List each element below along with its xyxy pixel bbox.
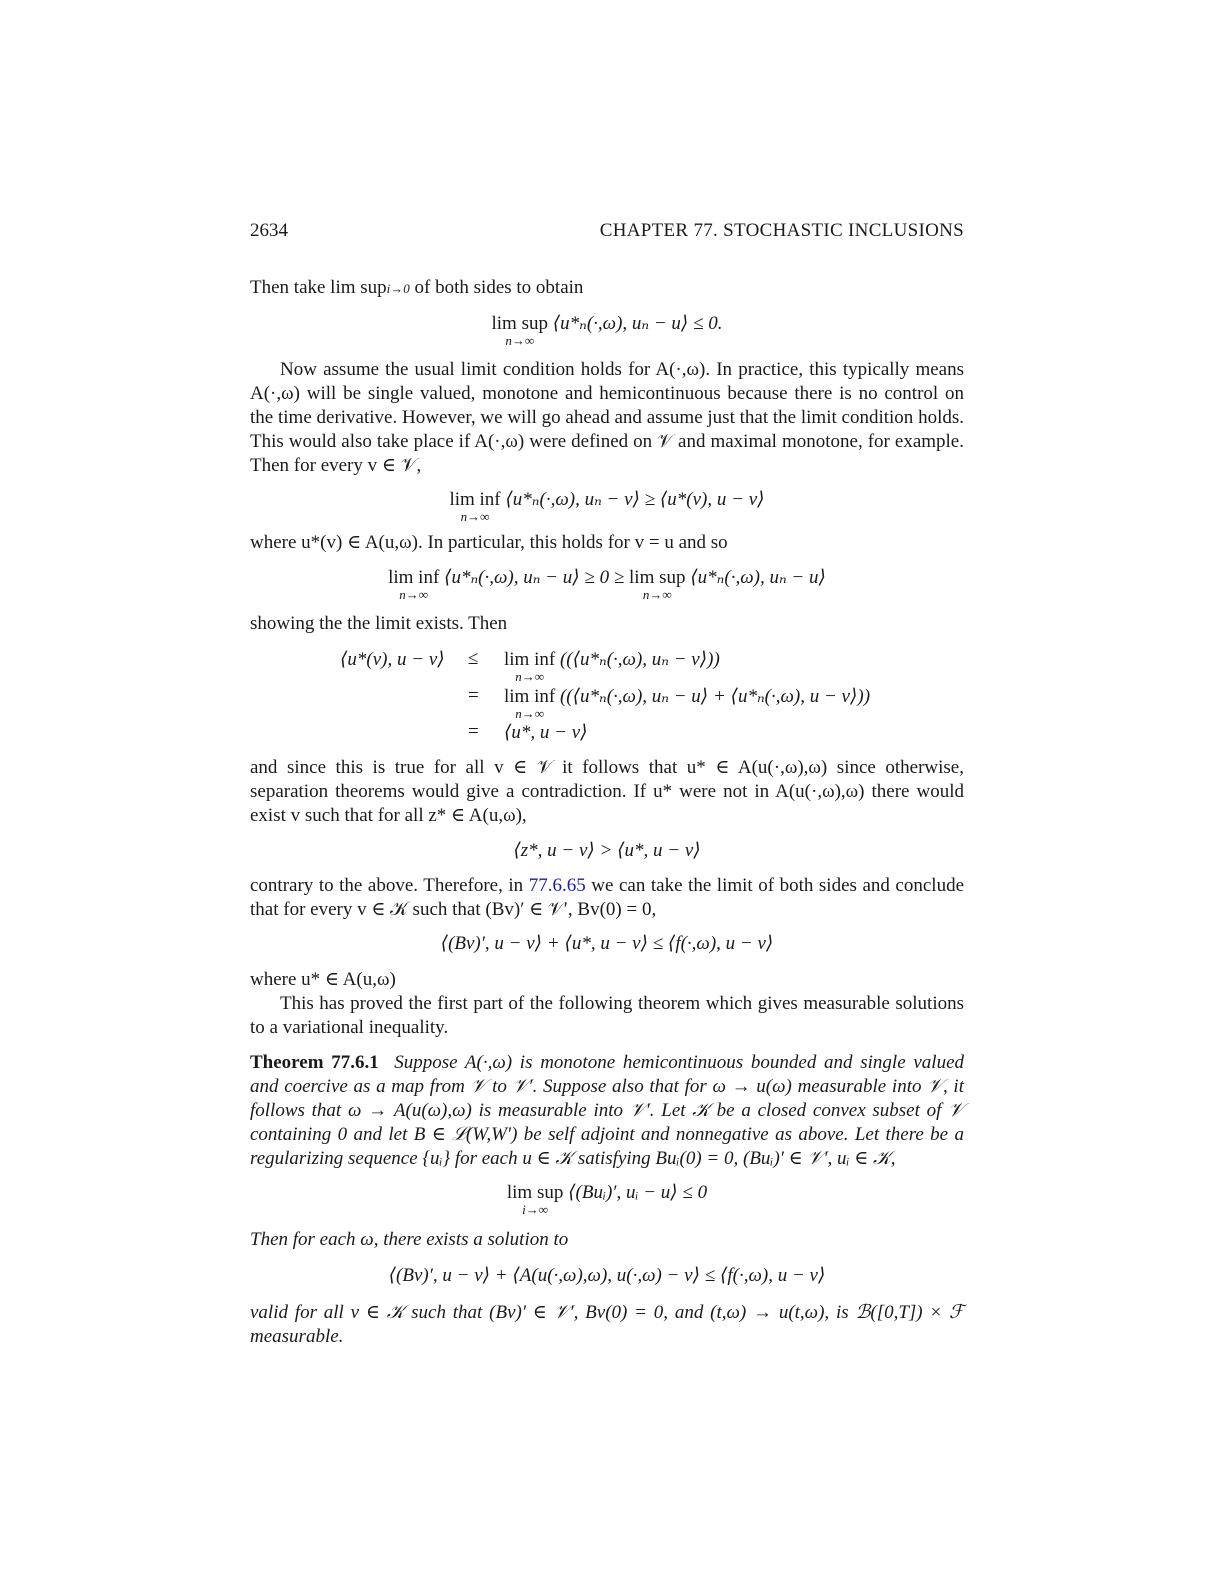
equation-1: lim sup n→∞ ⟨u*ₙ(·,ω), uₙ − u⟩ ≤ 0. — [491, 313, 723, 348]
equation-8: ⟨(Bv)′, u − v⟩ + ⟨A(u(·,ω),ω), u(·,ω) − v⟩ ≤ ⟨f(·,ω), u − v⟩ — [388, 1265, 826, 1286]
paragraph-4: showing the the limit exists. Then — [250, 613, 508, 634]
equation-3: lim inf n→∞ ⟨u*ₙ(·,ω), uₙ − u⟩ ≥ 0 ≥ lim sup n→∞ ⟨u*ₙ(·,ω), uₙ − u⟩ — [388, 567, 826, 602]
array-rel-1: ≤ — [468, 648, 479, 669]
array-rel-2: = — [468, 685, 479, 706]
chapter-title: CHAPTER 77. STOCHASTIC INCLUSIONS — [599, 220, 964, 241]
equation-7: lim sup i→∞ ⟨(Buᵢ)′, uᵢ − u⟩ ≤ 0 — [506, 1182, 708, 1217]
array-lhs: ⟨u*(v), u − v⟩ — [340, 649, 445, 670]
paragraph-2: Now assume the usual limit condition holds for A(·,ω). In practice, this typically means A(·,ω) will be single valued, monotone and hemicontinuous because there is no control on the time derivative. However, we will go ahead and assume just that the limit condition holds. This would also take place if A(·,ω) were defined on 𝒱 and maximal monotone, for example. Then for every v ∈ 𝒱, — [250, 359, 964, 476]
paragraph-7: where u* ∈ A(u,ω) — [250, 969, 396, 990]
paragraph-3: where u*(v) ∈ A(u,ω). In particular, this holds for v = u and so — [250, 532, 728, 553]
paragraph-8: This has proved the first part of the following theorem which gives measurable solutions to a variational inequality. — [250, 993, 964, 1038]
paragraph-6: contrary to the above. Therefore, in 77.6.65 we can take the limit of both sides and conclude that for every v ∈ 𝒦 such that (Bv)′ ∈ 𝒱′, Bv(0) = 0, — [250, 875, 964, 920]
equation-reference-link[interactable]: 77.6.65 — [528, 875, 586, 896]
paragraph-5: and since this is true for all v ∈ 𝒱 it follows that u* ∈ A(u(·,ω),ω) since otherwise, separation theorems would give a contradiction. If u* were not in A(u(·,ω),ω) there would exist v such that for all z* ∈ A(u,ω), — [250, 757, 964, 826]
equation-5: ⟨z*, u − v⟩ > ⟨u*, u − v⟩ — [513, 840, 701, 861]
theorem-statement: Theorem 77.6.1 Suppose A(·,ω) is monotone hemicontinuous bounded and single valued and coercive as a map from 𝒱 to 𝒱′. Suppose also that for ω → u(ω) measurable into 𝒱, it follows that ω → A(u(ω),ω) is measurable into 𝒱′. Let 𝒦 be a closed convex subset of 𝒱 containing 0 and let B ∈ ℒ(W,W′) be self adjoint and nonnegative as above. Let there be a regularizing sequence {uᵢ} for each u ∈ 𝒦 satisfying Buᵢ(0) = 0, (Buᵢ)′ ∈ 𝒱′, uᵢ ∈ 𝒦, — [250, 1052, 965, 1169]
array-rel-3: = — [468, 721, 479, 742]
paragraph-1: Then take lim supi→0 of both sides to obtain — [250, 277, 584, 298]
page-number: 2634 — [250, 220, 288, 241]
array-rhs-1: lim inf n→∞ ((⟨u*ₙ(·,ω), uₙ − v⟩)) — [504, 649, 720, 684]
equation-6: ⟨(Bv)′, u − v⟩ + ⟨u*, u − v⟩ ≤ ⟨f(·,ω), u − v⟩ — [440, 933, 774, 954]
array-rhs-2: lim inf n→∞ ((⟨u*ₙ(·,ω), uₙ − u⟩ + ⟨u*ₙ(·,ω), u − v⟩)) — [504, 686, 871, 721]
array-rhs-3: ⟨u*, u − v⟩ — [504, 722, 588, 743]
equation-2: lim inf n→∞ ⟨u*ₙ(·,ω), uₙ − v⟩ ≥ ⟨u*(v), u − v⟩ — [449, 489, 765, 524]
theorem-continuation: Then for each ω, there exists a solution to — [250, 1229, 569, 1250]
theorem-label: Theorem 77.6.1 — [250, 1052, 379, 1073]
theorem-conclusion: valid for all v ∈ 𝒦 such that (Bv)′ ∈ 𝒱′, Bv(0) = 0, and (t,ω) → u(t,ω), is ℬ([0,T]) × ℱ measurable. — [250, 1302, 964, 1347]
